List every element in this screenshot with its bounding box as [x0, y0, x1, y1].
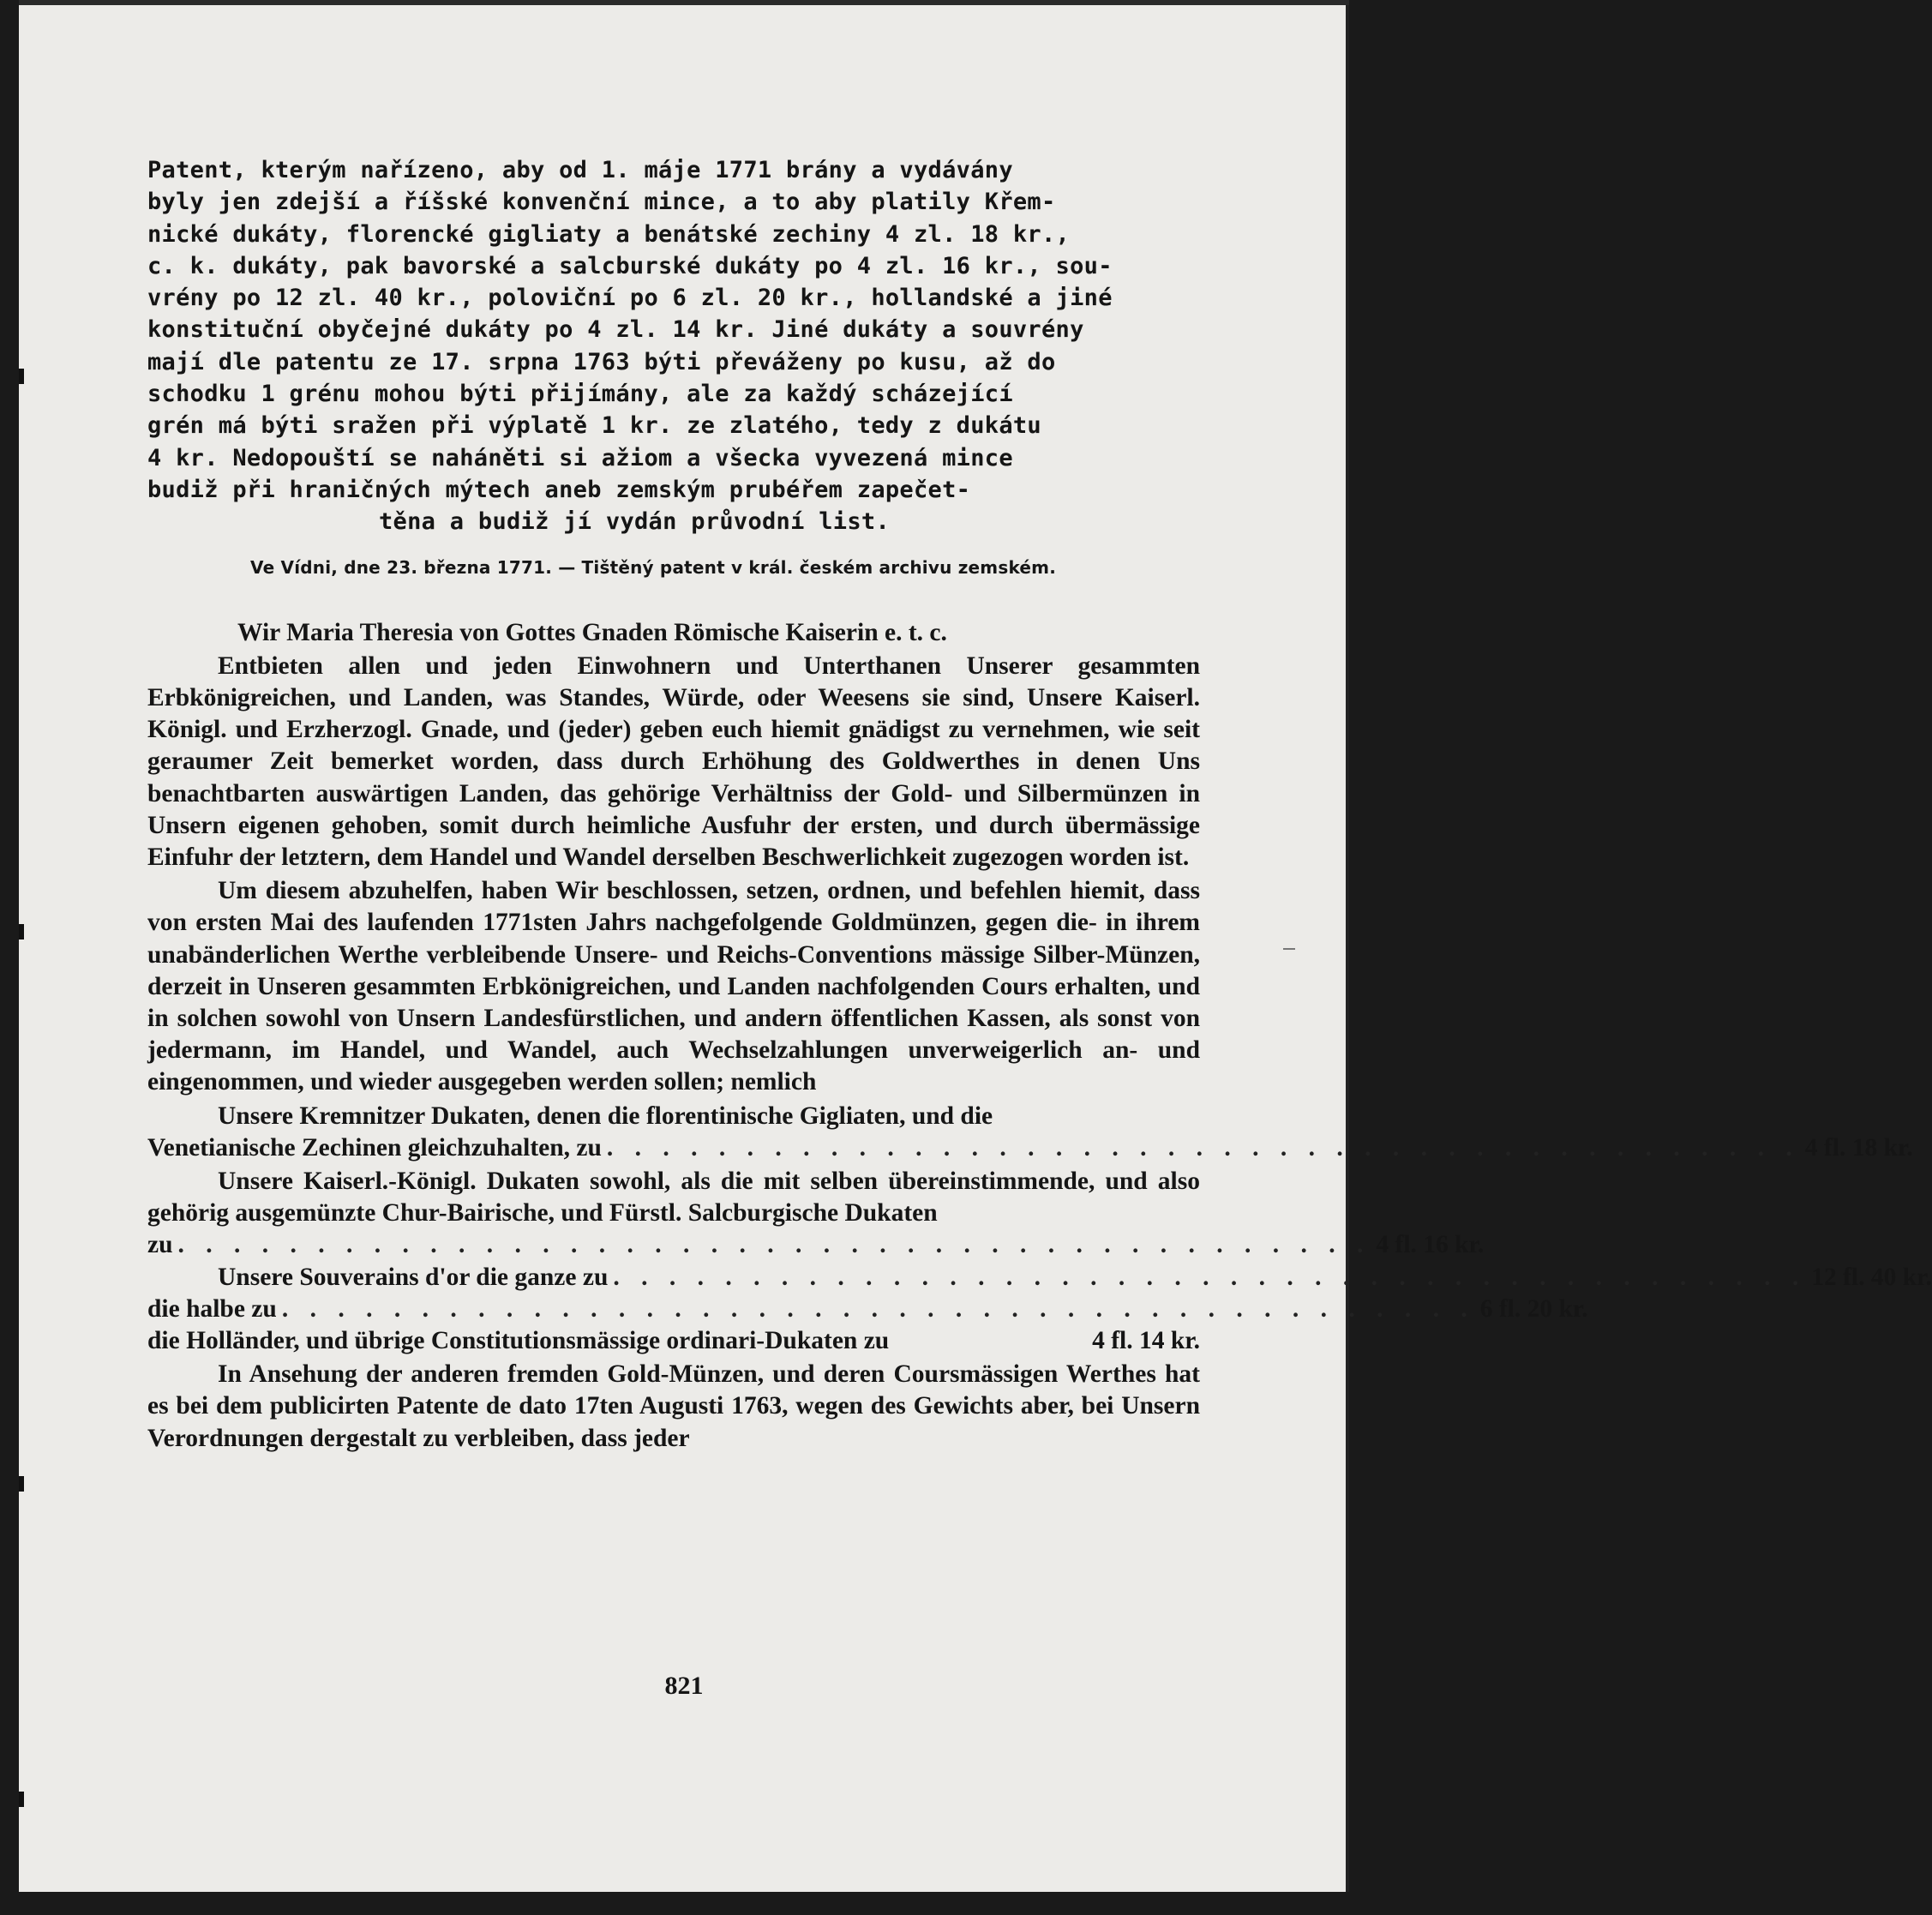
price-label: die Holländer, und übrige Constitutionsmässige ordinari-Dukaten zu — [147, 1327, 890, 1355]
czech-line: c. k. dukáty, pak bavorské a salcburské dukáty po 4 zl. 16 kr., sou- — [147, 252, 1113, 279]
price-row — [147, 1132, 1913, 1164]
paragraph: Um diesem abzuhelfen, haben Wir beschlossen, setzen, ordnen, und befehlen hiemit, dass von ersten Mai des laufenden 1771sten Jahrs nachgefolgende Goldmünzen, gegen die- in ihrem unabänderlichen Werthe verbleibende Unsere- und Reichs-Conventions mässige Silber-Münzen, derzeit in Unseren gesammten Erbkönigreichen, und Landen nachfolgenden Cours erhalten, und in solchen sowohl von Unsern Landesfürstlichen, und andern öffentlichen Kassen, als sonst von jedermann, im Handel, und Wandel, auch Wechselzahlungen unverweigerlich an- und eingenommen, und wieder ausgegeben werden sollen; nemlich — [147, 877, 1200, 1096]
source-note: Ve Vídni, dne 23. března 1771. — Tištěný patent v král. českém archivu zemském. — [250, 556, 1057, 578]
czech-line: konstituční obyčejné dukáty po 4 zl. 14 kr. Jiné dukáty a souvrény — [147, 316, 1084, 344]
czech-line: Patent, kterým nařízeno, aby od 1. máje 1771 brány a vydávány — [147, 157, 1013, 183]
margin-mark — [1283, 948, 1295, 950]
czech-line: budiž při hraničných mýtech aneb zemským prubéřem zapečet- — [147, 476, 971, 503]
czech-line: byly jen zdejší a říšské konvenční mince, a to aby platily Křem- — [147, 189, 1056, 216]
price-row — [147, 1294, 1588, 1325]
czech-summary — [147, 154, 1200, 538]
paragraph: Unsere Kaiserl.-Königl. Dukaten sowohl, als die mit selben übereinstimmende, und also gehörig ausgemünzte Chur-Bairische, und Fürstl. Salcburgische Dukaten — [147, 1168, 1200, 1228]
price-label: die halbe zu — [147, 1294, 277, 1323]
german-text — [147, 617, 1932, 1455]
czech-line: schodku 1 grénu mohou býti přijímány, ale za každý scházející — [147, 381, 1013, 408]
document-page — [19, 0, 1932, 1892]
price-row — [147, 1262, 1932, 1294]
price-value: 4 fl. 16 kr. — [1376, 1231, 1485, 1259]
price-value: 12 fl. 40 kr. — [1811, 1263, 1932, 1291]
leader-dots: . . . . . . . . . . . . . . . . . . . . . . . . . . . . . . . . . . . . . . . . . . . — [177, 1231, 1371, 1259]
price-label: zu — [147, 1231, 173, 1259]
page-content — [147, 154, 1932, 1455]
price-value: 4 fl. 18 kr. — [1804, 1133, 1913, 1162]
czech-line: těna a budiž jí vydán průvodní list. — [379, 508, 890, 536]
czech-line: 4 kr. Nedopouští se naháněti si ažiom a všecka vyvezená mince — [147, 444, 1013, 471]
czech-line: nické dukáty, florencké gigliaty a benátské zechiny 4 zl. 18 kr., — [147, 220, 1071, 248]
paragraph: In Ansehung der anderen fremden Gold-Münzen, und deren Coursmässigen Werthes hat es bei dem publicirten Patente de dato 17ten Augusti 1763, wegen des Gewichts aber, bei Unsern Verordnungen dergestalt zu verbleiben, dass jeder — [147, 1360, 1200, 1452]
leader-dots: . . . . . . . . . . . . . . . . . . . . . . . . . . . . . . . . . . . . . . . . . . . — [613, 1263, 1807, 1291]
price-label: Unsere Souverains d'or die ganze zu — [218, 1263, 609, 1291]
scan-edge — [19, 0, 1349, 5]
czech-line: grén má býti sražen při výplatě 1 kr. ze zlatého, tedy z dukátu — [147, 412, 1041, 440]
czech-line: mají dle patentu ze 17. srpna 1763 býti převáženy po kusu, až do — [147, 348, 1056, 375]
price-label: Venetianische Zechinen gleichzuhalten, zu — [147, 1133, 602, 1162]
price-row — [147, 1229, 1485, 1261]
leader-dots: . . . . . . . . . . . . . . . . . . . . . . . . . . . . . . . . . . . . . . . . . . . — [606, 1133, 1800, 1162]
paragraph: Entbieten allen und jeden Einwohnern und Unterthanen Unserer gesammten Erbkönigreichen, und Landen, was Standes, Würde, oder Weesens sie sind, Unsere Kaiserl. Königl. und Erzherzogl. Gnade, und (jeder) geben euch hiemit gnädigst zu vernehmen, wie seit geraumer Zeit bemerket worden, dass durch Erhöhung des Goldwerthes in denen Uns benachtbarten auswärtigen Landen, das gehörige Verhältniss der Gold- und Silbermünzen in Unsern eigenen gehoben, somit durch heimliche Ausfuhr der ersten, und durch übermässige Einfuhr der letztern, dem Handel und Wandel derselben Beschwerlichkeit zugezogen worden ist. — [147, 651, 1200, 871]
price-value: 4 fl. 14 kr. — [1092, 1327, 1200, 1355]
czech-line: vrény po 12 zl. 40 kr., poloviční po 6 zl. 20 kr., hollandské a jiné — [147, 285, 1113, 312]
patent-heading: Wir Maria Theresia von Gottes Gnaden Römische Kaiserin e. t. c. — [237, 618, 947, 646]
price-row — [147, 1325, 1200, 1357]
paragraph: Unsere Kremnitzer Dukaten, denen die florentinische Gigliaten, und die — [218, 1102, 993, 1130]
price-value: 6 fl. 20 kr. — [1479, 1294, 1588, 1323]
page-number: 821 — [664, 1672, 704, 1700]
leader-dots: . . . . . . . . . . . . . . . . . . . . . . . . . . . . . . . . . . . . . . . . . . . — [281, 1294, 1475, 1323]
